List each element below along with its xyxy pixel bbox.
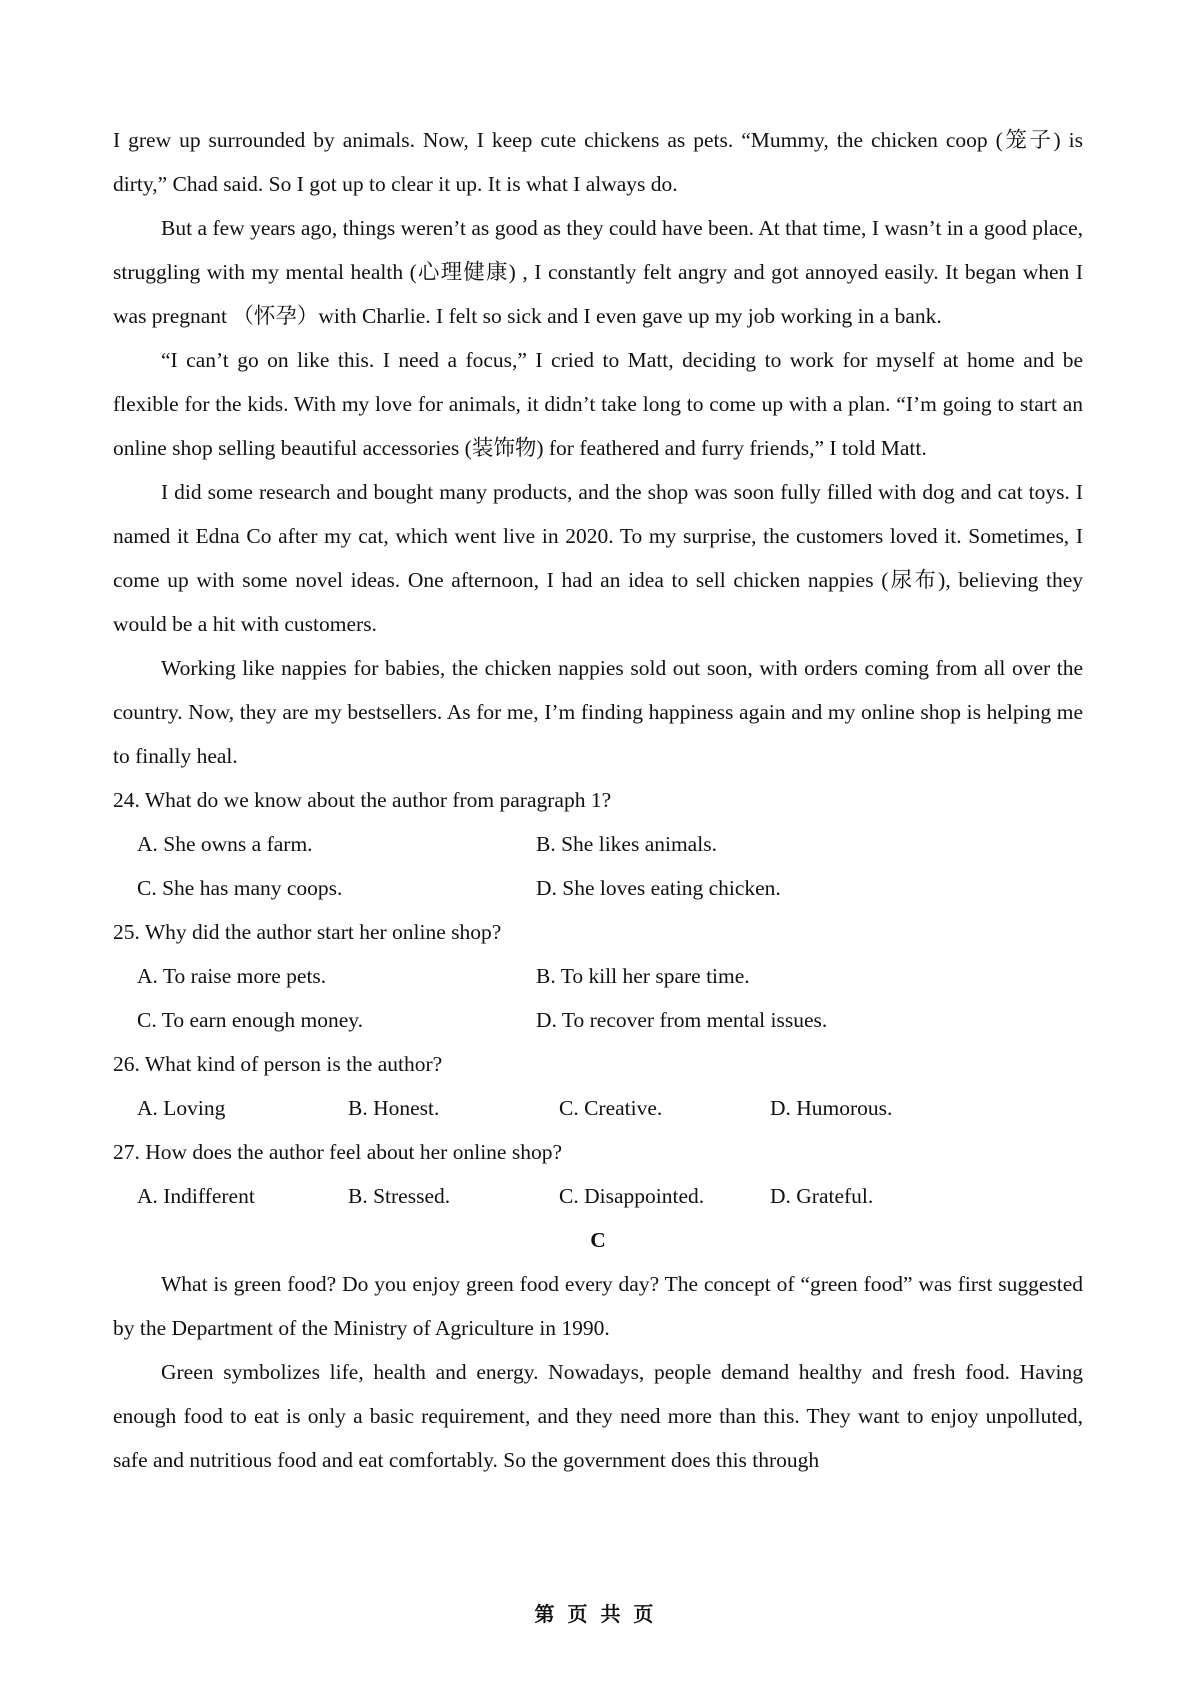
question-27-option-c: C. Disappointed. [559,1184,705,1208]
passage-b-paragraph-3: “I can’t go on like this. I need a focus,” I cried to Matt, deciding to work for myself at home and be flexible for the kids. With my love for animals, it didn’t take long to come up with a plan. “I’m going to start an online shop selling beautiful accessories (装饰物) for feathered and furry friends,” I told Matt. [113,348,1083,460]
question-26-option-c: C. Creative. [559,1096,663,1120]
question-26-option-b: B. Honest. [348,1096,440,1120]
question-27-option-b: B. Stressed. [348,1184,451,1208]
question-25-option-d: D. To recover from mental issues. [536,1008,828,1032]
question-24-option-d: D. She loves eating chicken. [536,876,781,900]
question-25-option-b: B. To kill her spare time. [536,964,750,988]
question-27-option-d: D. Grateful. [770,1184,874,1208]
question-26: 26. What kind of person is the author? [113,1052,443,1076]
section-c-paragraph-1: What is green food? Do you enjoy green food every day? The concept of “green food” was first suggested by the Department of the Ministry of Agriculture in 1990. [113,1272,1083,1340]
question-24-option-a: A. She owns a farm. [137,832,313,856]
section-c-paragraph-2: Green symbolizes life, health and energy. Nowadays, people demand healthy and fresh food. Having enough food to eat is only a basic requirement, and they need more than this. They want to enjoy unpolluted, safe and nutritious food and eat comfortably. So the government does this through [113,1360,1083,1472]
question-26-option-a: A. Loving [137,1096,226,1120]
question-25-options-row-2 [113,998,1083,1042]
question-27-options [113,1174,1083,1218]
question-27: 27. How does the author feel about her online shop? [113,1140,562,1164]
passage-b-paragraph-4: I did some research and bought many products, and the shop was soon fully filled with dog and cat toys. I named it Edna Co after my cat, which went live in 2020. To my surprise, the customers loved it. Sometimes, I come up with some novel ideas. One afternoon, I had an idea to sell chicken nappies (尿布), believing they would be a hit with customers. [113,480,1083,636]
question-24-options-row-2 [113,866,1083,910]
document-page [113,118,1083,1482]
passage-b-paragraph-5: Working like nappies for babies, the chicken nappies sold out soon, with orders coming from all over the country. Now, they are my bestsellers. As for me, I’m finding happiness again and my online shop is helping me to finally heal. [113,656,1083,768]
passage-b-paragraph-1: I grew up surrounded by animals. Now, I keep cute chickens as pets. “Mummy, the chicken coop (笼子) is dirty,” Chad said. So I got up to clear it up. It is what I always do. [113,128,1083,196]
question-27-option-a: A. Indifferent [137,1184,255,1208]
question-24-options-row-1 [113,822,1083,866]
passage-b-paragraph-2: But a few years ago, things weren’t as good as they could have been. At that time, I wasn’t in a good place, struggling with my mental health (心理健康) , I constantly felt angry and got annoyed easily. It began when I was pregnant （怀孕）with Charlie. I felt so sick and I even gave up my job working in a bank. [113,216,1083,328]
page-footer: 第 页 共 页 [534,1602,657,1626]
question-25-option-c: C. To earn enough money. [137,1008,363,1032]
question-26-option-d: D. Humorous. [770,1096,893,1120]
question-26-options [113,1086,1083,1130]
question-25-options-row-1 [113,954,1083,998]
question-24: 24. What do we know about the author from paragraph 1? [113,788,612,812]
question-25-option-a: A. To raise more pets. [137,964,327,988]
question-25: 25. Why did the author start her online shop? [113,920,502,944]
question-24-option-c: C. She has many coops. [137,876,343,900]
question-24-option-b: B. She likes animals. [536,832,717,856]
section-c-heading: C [590,1228,606,1252]
